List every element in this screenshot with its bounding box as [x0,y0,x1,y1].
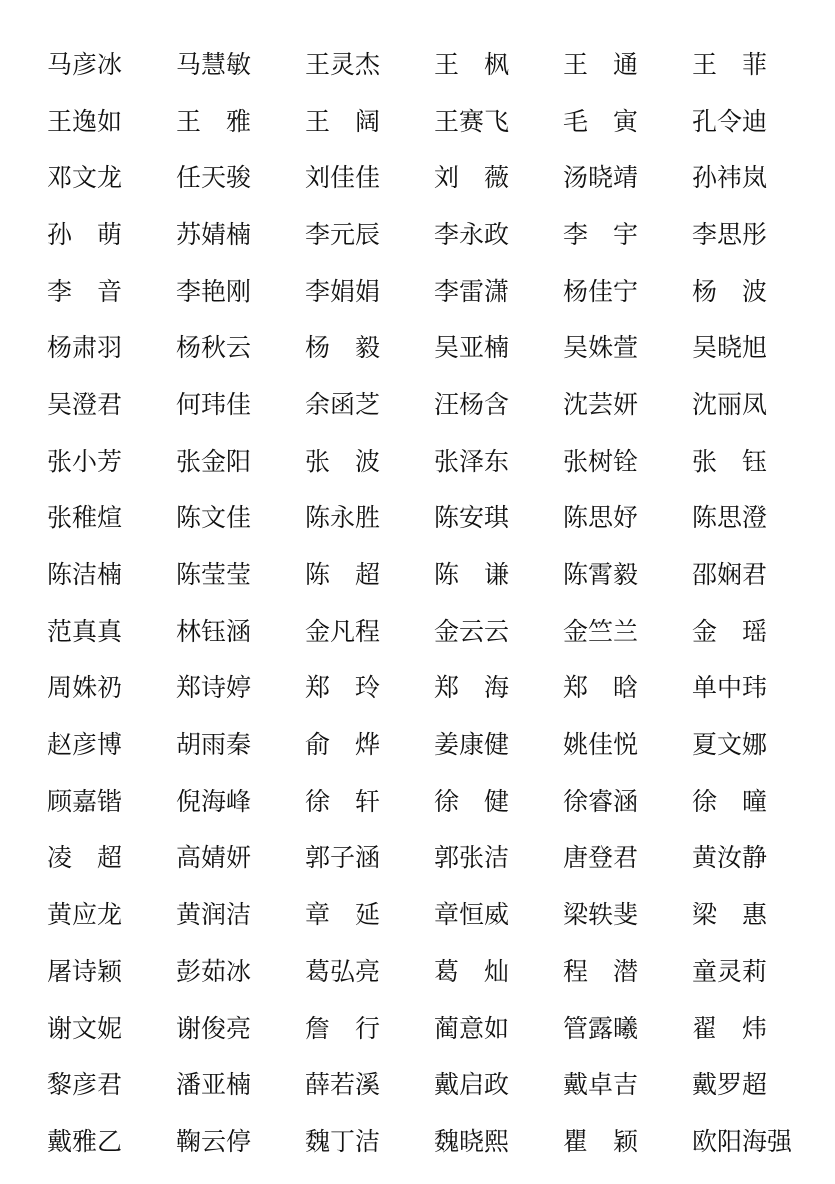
name-entry: 唐登君 [563,843,639,873]
name-entry: 陈莹莹 [176,560,252,590]
name-entry: 吴亚楠 [434,333,510,363]
name-entry: 蔺意如 [434,1013,510,1043]
name-row [47,830,827,887]
name-entry: 高婧妍 [176,843,252,873]
name-entry: 汪杨含 [434,389,510,419]
name-entry: 姚佳悦 [563,730,639,760]
name-row [47,603,827,660]
name-row [47,433,827,490]
name-entry: 张 钰 [692,446,768,476]
name-row [47,1056,827,1113]
name-entry: 汤晓靖 [563,163,639,193]
name-entry: 翟 炜 [692,1013,768,1043]
name-row [47,263,827,320]
name-entry: 潘亚楠 [176,1070,252,1100]
name-entry: 戴卓吉 [563,1070,639,1100]
name-entry: 王灵杰 [305,49,381,79]
name-entry: 黄汝静 [692,843,768,873]
name-entry: 沈芸妍 [563,389,639,419]
name-row [47,546,827,603]
name-entry: 何玮佳 [176,389,252,419]
name-entry: 徐 曈 [692,786,768,816]
name-entry: 王 阔 [305,106,381,136]
name-entry: 吴晓旭 [692,333,768,363]
name-entry: 鞠云停 [176,1126,252,1156]
name-entry: 郑 海 [434,673,510,703]
name-entry: 孙 萌 [47,219,123,249]
name-entry: 戴罗超 [692,1070,768,1100]
name-entry: 马彦冰 [47,49,123,79]
name-entry: 徐 轩 [305,786,381,816]
name-entry: 魏晓熙 [434,1126,510,1156]
name-entry: 李雷潇 [434,276,510,306]
name-entry: 李元辰 [305,219,381,249]
name-row [47,36,827,93]
name-entry: 黄润洁 [176,900,252,930]
name-entry: 陈洁楠 [47,560,123,590]
name-entry: 张 波 [305,446,381,476]
name-entry: 刘 薇 [434,163,510,193]
name-row [47,376,827,433]
name-entry: 杨 波 [692,276,768,306]
name-entry: 毛 寅 [563,106,639,136]
name-entry: 陈永胜 [305,503,381,533]
name-entry: 葛弘亮 [305,956,381,986]
name-entry: 陈思妤 [563,503,639,533]
name-entry: 程 潜 [563,956,639,986]
name-entry: 黄应龙 [47,900,123,930]
name-entry: 陈安琪 [434,503,510,533]
name-entry: 孙祎岚 [692,163,768,193]
name-entry: 马慧敏 [176,49,252,79]
name-entry: 张金阳 [176,446,252,476]
name-entry: 屠诗颖 [47,956,123,986]
name-entry: 郭张洁 [434,843,510,873]
name-entry: 张小芳 [47,446,123,476]
name-row [47,773,827,830]
name-entry: 杨秋云 [176,333,252,363]
name-entry: 胡雨秦 [176,730,252,760]
name-entry: 谢俊亮 [176,1013,252,1043]
name-row [47,886,827,943]
name-entry: 章恒威 [434,900,510,930]
name-entry: 单中玮 [692,673,768,703]
name-entry: 郑 晗 [563,673,639,703]
name-entry: 欧阳海强 [692,1126,793,1156]
name-entry: 邵娴君 [692,560,768,590]
name-entry: 沈丽凤 [692,389,768,419]
name-entry: 姜康健 [434,730,510,760]
name-entry: 倪海峰 [176,786,252,816]
name-entry: 周姝礽 [47,673,123,703]
name-entry: 林钰涵 [176,616,252,646]
name-entry: 章 延 [305,900,381,930]
name-entry: 李 音 [47,276,123,306]
name-entry: 李思彤 [692,219,768,249]
name-entry: 任天骏 [176,163,252,193]
name-entry: 孔令迪 [692,106,768,136]
name-entry: 王 通 [563,49,639,79]
name-entry: 余函芝 [305,389,381,419]
name-entry: 陈 谦 [434,560,510,590]
name-entry: 郑诗婷 [176,673,252,703]
name-entry: 赵彦博 [47,730,123,760]
name-row [47,660,827,717]
name-entry: 陈思澄 [692,503,768,533]
name-entry: 詹 行 [305,1013,381,1043]
name-entry: 杨 毅 [305,333,381,363]
name-entry: 金 瑶 [692,616,768,646]
name-entry: 杨佳宁 [563,276,639,306]
name-entry: 刘佳佳 [305,163,381,193]
name-entry: 凌 超 [47,843,123,873]
name-entry: 陈 超 [305,560,381,590]
name-row [47,319,827,376]
name-entry: 戴启政 [434,1070,510,1100]
name-entry: 金云云 [434,616,510,646]
name-entry: 葛 灿 [434,956,510,986]
name-entry: 张树铨 [563,446,639,476]
name-list-grid [47,36,827,1170]
name-entry: 王 菲 [692,49,768,79]
name-entry: 童灵莉 [692,956,768,986]
name-entry: 王 枫 [434,49,510,79]
name-row [47,943,827,1000]
name-entry: 吴澄君 [47,389,123,419]
name-entry: 梁 惠 [692,900,768,930]
name-entry: 郑 玲 [305,673,381,703]
name-entry: 黎彦君 [47,1070,123,1100]
name-entry: 杨肃羽 [47,333,123,363]
name-entry: 梁轶斐 [563,900,639,930]
name-entry: 徐睿涵 [563,786,639,816]
name-entry: 李永政 [434,219,510,249]
name-entry: 谢文妮 [47,1013,123,1043]
name-entry: 李 宇 [563,219,639,249]
name-entry: 邓文龙 [47,163,123,193]
name-row [47,206,827,263]
name-entry: 夏文娜 [692,730,768,760]
name-entry: 苏婧楠 [176,219,252,249]
name-entry: 范真真 [47,616,123,646]
name-entry: 俞 烨 [305,730,381,760]
name-entry: 郭子涵 [305,843,381,873]
name-entry: 瞿 颖 [563,1126,639,1156]
name-row [47,490,827,547]
name-row [47,1000,827,1057]
name-entry: 彭茹冰 [176,956,252,986]
name-entry: 李娟娟 [305,276,381,306]
name-entry: 薛若溪 [305,1070,381,1100]
name-entry: 金凡程 [305,616,381,646]
name-row [47,93,827,150]
name-entry: 戴雅乙 [47,1126,123,1156]
name-entry: 管露曦 [563,1013,639,1043]
name-entry: 陈文佳 [176,503,252,533]
name-entry: 王逸如 [47,106,123,136]
name-entry: 徐 健 [434,786,510,816]
name-entry: 王 雅 [176,106,252,136]
name-entry: 张稚煊 [47,503,123,533]
name-entry: 魏丁洁 [305,1126,381,1156]
name-row [47,149,827,206]
name-row [47,716,827,773]
name-entry: 顾嘉锴 [47,786,123,816]
name-entry: 张泽东 [434,446,510,476]
name-entry: 李艳刚 [176,276,252,306]
name-entry: 金竺兰 [563,616,639,646]
name-entry: 陈霄毅 [563,560,639,590]
name-entry: 王赛飞 [434,106,510,136]
name-row [47,1113,827,1170]
name-entry: 吴姝萱 [563,333,639,363]
